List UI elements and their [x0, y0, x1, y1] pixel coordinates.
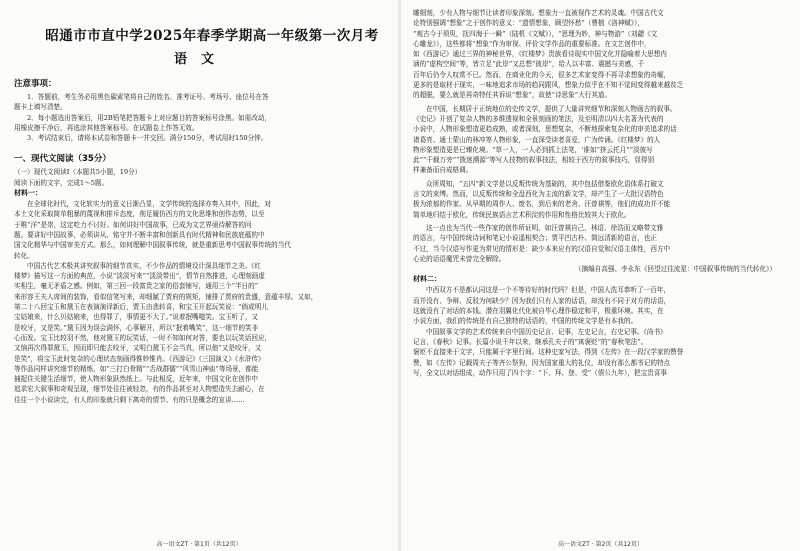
text-line: 《史记》开创了复杂人物的多维透视和全景刻画的笔法，及至明清以四大名著为代表的 [413, 114, 664, 123]
text-line: 于唯“洋”是崇，这定吃力不讨好。如何讲好中国故事，已成为文艺界亟待解答的问 [14, 220, 252, 229]
text-line: 第二十八回宝玉和黛玉在表演演译新后，贾玉由悲转喜，和宝玉开起玩笑说：“倘或明儿 [14, 303, 268, 312]
material-2-label: 材料二： [413, 275, 441, 284]
text-line: 又恼再次得罪黛玉，因而即只能去咬牙，又明白黛玉不会当真，所以他“又是咬牙，又 [14, 344, 262, 353]
notes-heading: 注意事项： [14, 79, 57, 89]
note-line: 3．考试结束后，请将本试卷和答题卡一并交回。满分150分，考试用时150分钟。 [27, 134, 268, 143]
text-line: 是笑”，将宝玉此时复杂的心理状态刻画得惟妙惟肖。《西游记》《三国演义》《水浒传》 [14, 354, 265, 363]
subject-title: 语文 [173, 52, 228, 67]
text-line: 小说方面，我们的传统是有自己独特的话语的，中国的传统文学是有本我的。 [413, 317, 638, 326]
text-line: 心雕龙》），这些都将“想象”作为审视、评价文学作品的重要标准。在文艺创作中， [413, 39, 651, 48]
text-line: 中西双方不是都认同这是一个不等待好的时代吗？但是，中国人洗耳恭听了一百年， [426, 286, 670, 295]
note-line: 2．每小题选出答案后，用2B铅笔把答题卡上对应题目的答案标号涂黑。如需改动， [27, 113, 272, 122]
text-line: 国文化精华与中国审美方式。那么，如何理解中国叙事传统，就是重新思考中国叙事传统的当代 [14, 241, 291, 250]
subsection-heading: （一）现代文阅读Ⅰ（本题共5小题，19分） [14, 168, 142, 177]
text-line: 追求宏大叙事和奇观呈现，细节处往往被轻忽，有的作品甚至对人物塑造失去耐心，在 [14, 385, 265, 394]
text-line: 在全球化时代，文化软实力的意义日渐凸显，文学传统的选择亦奏入其中，因此，对 [27, 200, 271, 209]
material-1-paragraph [14, 261, 388, 405]
text-line: 记言，《春秋》记事。长篇小说千年以来，继承孔夫子的“寓褒贬”的“春秋笔法”。 [413, 337, 648, 346]
text-block [413, 285, 790, 326]
text-line: 在中国，长期居于正统地位的史传文学，提供了大量讲究细节和深刻人物画古的叙事。 [426, 104, 677, 113]
notes-list [14, 92, 388, 143]
text-block [413, 179, 790, 220]
exam-page-right [401, 0, 800, 551]
text-line: 等作品同样讲究细节的精炼，如“三打白骨精”“舌战群儒”“风雪山神庙”等场景，都能 [14, 364, 259, 373]
text-line: 更多的是取材于现实，一味地追求市场的趋同跟风，想象力似乎在不知不觉间变得越来越贫乏 [413, 81, 684, 90]
text-line: 的语言，与中国传统诗词和笔记小说遥相契合；贾平凹古朴、简远清新的语言，也正 [413, 234, 657, 243]
text-line: 实相生，毫无矛盾之感。例如，第三回一段富贵之家的俗套铺写，通用三个“半日的” [14, 282, 259, 291]
text-line: 众所周知，“五四”新文学是以反叛传统为基础的，其中包括借鉴欧化语体系打破文 [426, 179, 664, 188]
text-line: 样兼备而自成格调。 [413, 166, 473, 175]
note-line: 题卡上填写清楚。 [14, 103, 67, 112]
text-line: 物形象塑造更是已臻化境。“草一人，一人必到抓上法笔，‘谁如“挤云托月”“淡彼写 [413, 145, 653, 154]
text-line: 中国古代艺术极其讲究叙事的细节真实，不少作品的情境设计深具细节之美。《红 [27, 261, 262, 270]
text-line: 简单地归结于欧化，传统民族语言艺术积淀的作用和性格比较其大于欧化。 [413, 210, 631, 219]
text-line: 转化。 [14, 251, 34, 260]
text-line: 论特别强调“想象”之于创作的意义：“遗情想象，顾望怀愁”（曹植《洛神赋》）， [413, 19, 645, 28]
note-line: 用橡皮擦干净后，再选涂其他答案标号。在试题卷上作答无效。 [14, 123, 199, 132]
text-line: 雕细刻，少有人物与细节让读者印象深刻。想象力一直被视作艺术的灵魂。中国古代文 [413, 9, 664, 17]
text-line: 不过，当今汉语写作更为常见的情形是：缺少本来应有的汉语自觉和汉语主体性，西方中 [413, 244, 671, 253]
text-line: 褒贬不直接来于文字，只能属于字里行间。这种史家写法，得到《左传》在一段汉学家的赞誉 [413, 348, 684, 357]
text-line: 小说中，人物形象塑造更趋成熟，或者深刻，思想复杂，不断地探索复杂化的审美追求的话 [413, 125, 677, 134]
note-line: 1．答题前，考生务必用黑色碳素笔将自己的姓名、准考证号、考场号、座位号在答 [27, 93, 269, 101]
page-footer: 高一语文ZT · 第2页（共12页） [558, 541, 643, 548]
text-line: 赞，如《左传》记载周夫子等齐公祭狗，因为国家重大的礼仪，却没有那么都书记的特点 [413, 358, 671, 367]
section-heading: 一、现代文阅读（35分） [14, 154, 111, 165]
text-line: 此”“千载万旁”“拨迷溯源”等写人技物的叙事技法，相较于西方的叙事技巧，显得别 [413, 156, 655, 165]
text-line: 百年后仍令人叹赏不已。然而，在商业化的今天，很多艺术家变得不再寻求想象的奇崛， [413, 70, 671, 79]
material-1-paragraph [14, 199, 388, 261]
page-footer: 高一语文ZT · 第1页（共12页） [156, 541, 242, 548]
text-line: 中国叙事文学的艺术传统来自中国历史记言、记事，左史记言，右史记事。《尚书》 [426, 327, 667, 336]
text-line: 这就没有了对话的本钱。潜在羽翼化代化被自毕心理作稳定和平，极重环境。其实，在 [413, 307, 664, 316]
exam-title: 昭通市市直中学2025年春季学期高一年级第一次月考 [45, 28, 379, 44]
text-line: “观古今于须臾，抚四海于一瞬”（陆机《文赋》），“思理为妙，神与物游”（刘勰《文 [413, 29, 658, 38]
text-line: 而并没有、争辩、反驳为何缺少？因为我们只有人家的话语，却没有不同于对方的话语， [413, 296, 671, 305]
material-1-label: 材料一： [14, 189, 42, 198]
text-line: 诸葛亮、通士蒙山的林冲等人物形象，一直深受读者喜爱，广为传诵。《红楼梦》的人 [413, 135, 661, 144]
text-line: 极为浓郁的作家。从早期的周作人、废名，到后来的老舍、汪曾祺等，他们的成功并不能 [413, 200, 671, 209]
text-line: 言文的束缚。然而，以反叛传统和全盘西化为主流的新文学，却产生了一大批汉语特色 [413, 190, 664, 199]
text-line: 这一点也为当代一些作家的创作所证明，如汪曾祺自己、林语、徐浩而又略带文雅 [426, 223, 664, 232]
text-block [413, 223, 790, 264]
text-line: 写，全文以对话组成，动作只用了四个字：“下、拜、登、受”（僖公九年），把宝贵喜事 [413, 368, 668, 377]
exam-page-left [0, 0, 398, 551]
text-line: 题。要讲好中国故事，必须讲从、铭守并不断丰富和创新具有时代精神和民族底蕴的中 [14, 230, 265, 239]
text-line: 心论的话语魔咒未曾完全解除。 [413, 254, 506, 263]
text-line: 本土文化采取简单粗暴的蔑视和排斥态度，削足履仿西方的文化思维和创作态势，以至 [14, 210, 265, 219]
text-block [413, 8, 790, 101]
text-line: 的超脱，要么就是再奇特任其诉说“想象”，故使“诗思象”大行其道。 [413, 91, 612, 100]
text-line: 往往一个小说读完，有人的印象就只剩下离奇的情节、有的只是概念的宣讲…… [14, 395, 245, 404]
text-line: 宝姑娘来，什么贝姑娘来，也得罪了，事情更不大了。”说着抿嘴嗤笑。宝玉听了，又 [14, 313, 259, 322]
source-citation: （摘编自高强、李永东《回望过往流星：中国叙事传统的当代转化》） [574, 265, 776, 274]
text-line: 是咬牙，又是笑。”黛玉因为误会满怀，心事解开，所以“抿着嘴笑”，这一细节的笑非 [14, 323, 259, 332]
text-line: 楼梦》描写这一方面的典范，小说“淡淡写来”“淡淡带出”，情节自然推进，心理刻画虚 [14, 272, 265, 281]
text-line: 心而发。宝玉比较羽不然，他对黛玉的玩笑话，一时不知如何对答，要也以玩笑话回应， [14, 333, 272, 342]
text-block [413, 327, 790, 378]
text-line: 涵的“虚构空间”等，皆立足“此岸”又总想“彼岸”，给人以丰富、震撼与美感，千 [413, 60, 645, 69]
text-line: 捕捉住关键生活细节，使人物形象跃然纸上。与此相反，近年来，中国文化在创作中 [14, 375, 258, 384]
text-line: 来形容王夫人席间的装饰，看似信笔写来，却细腻了贾府的规矩，铺排了贾府的贵盛，意蕴丰厚。又如， [14, 292, 318, 301]
reading-instruction: 阅读下面的文字，完成1～5题。 [14, 178, 109, 187]
text-block [413, 104, 790, 176]
text-line: 如《西游记》通过三界的神秘世界，《红楼梦》贵族看待现实中国文化并隐喻着大思想内 [413, 50, 667, 59]
